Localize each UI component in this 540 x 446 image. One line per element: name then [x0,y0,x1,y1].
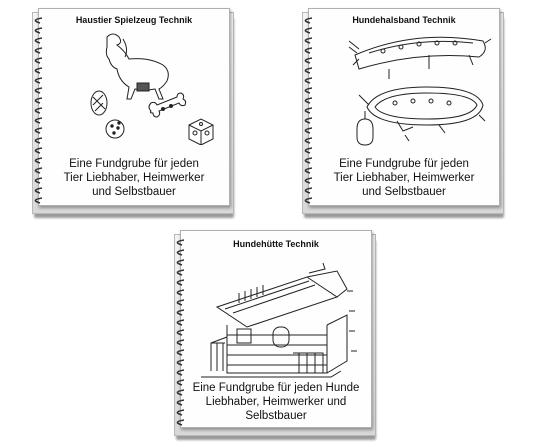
subtitle-line: Liebhaber, Heimwerker und [205,396,347,408]
doghouse-illustration [181,251,371,381]
book-cover [308,8,500,206]
spiral-binding [298,12,322,212]
subtitle-line: Selbstbauer [245,410,307,422]
subtitle-line: Eine Fundgrube für jeden [339,158,469,170]
subtitle-line: Tier Liebhaber, Heimwerker [333,172,475,184]
pet-toys-illustration [39,25,229,145]
book-title: Hundehalsband Technik [352,15,456,25]
book-hundehalsband [298,8,508,220]
book-haustier-spielzeug [28,8,238,220]
spiral-binding [28,12,52,212]
book-subtitle [309,157,499,199]
spiral-binding [170,234,194,434]
book-cover [180,230,372,428]
book-cover [38,8,230,206]
subtitle-line: Tier Liebhaber, Heimwerker [63,172,205,184]
book-title: Haustier Spielzeug Technik [75,15,193,25]
dog-collar-illustration [309,25,499,147]
subtitle-line: Eine Fundgrube für jeden Hunde [192,382,360,394]
book-subtitle [39,157,229,199]
book-subtitle [181,381,371,423]
subtitle-line: und Selbstbauer [362,186,446,198]
subtitle-line: Eine Fundgrube für jeden [69,158,199,170]
book-title: Hundehütte Technik [233,239,319,249]
book-hundehuette [170,230,380,442]
subtitle-line: und Selbstbauer [92,186,176,198]
